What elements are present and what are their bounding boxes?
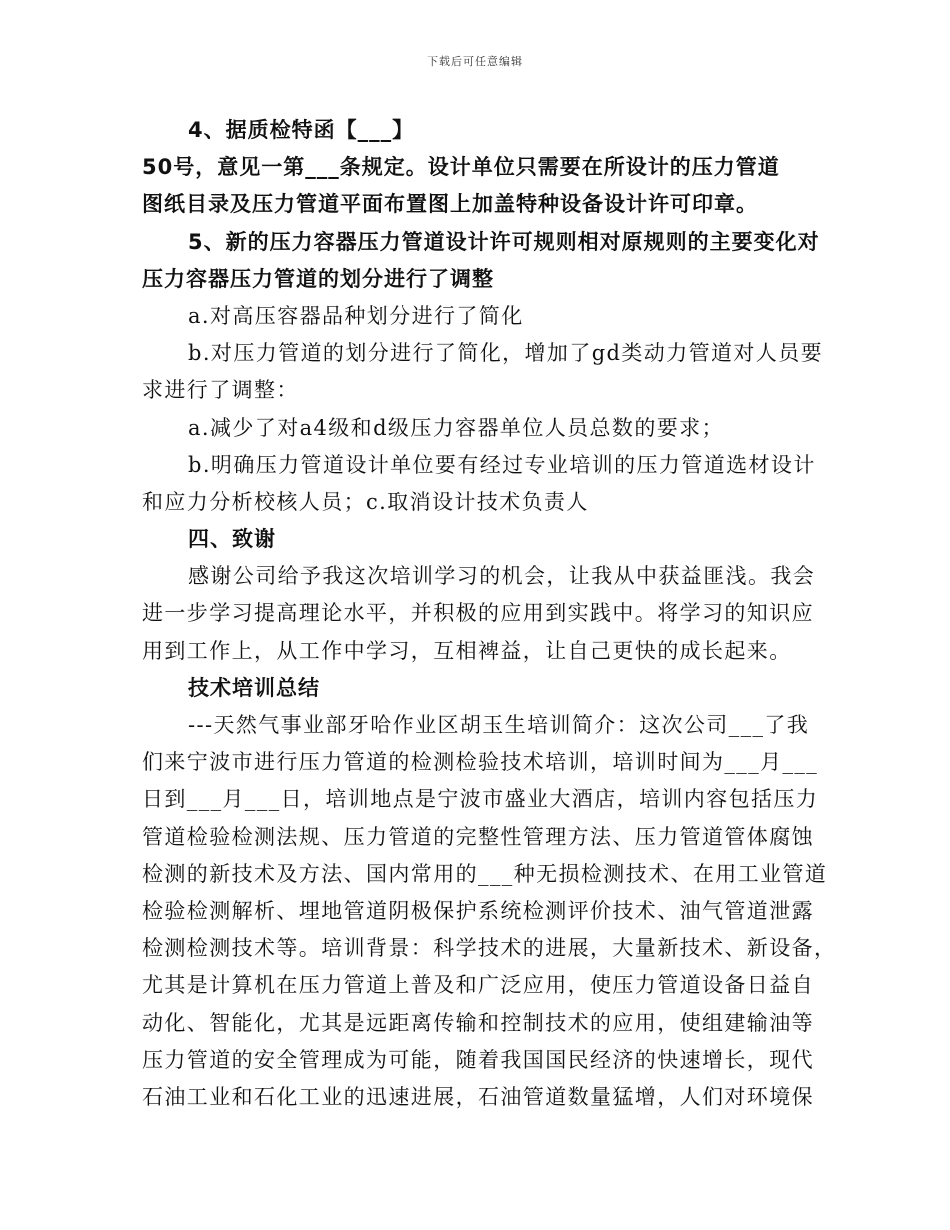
- summary-paragraph-line-4: 管道检验检测法规、压力管道的完整性管理方法、压力管道管体腐蚀: [142, 824, 814, 849]
- personnel-a-line: a.减少了对a4级和d级压力容器单位人员总数的要求；: [188, 415, 724, 440]
- summary-paragraph-line-2: 们来宁波市进行压力管道的检测检验技术培训，培训时间为___月___: [142, 750, 819, 775]
- personnel-b-line-2: 和应力分析校核人员；c.取消设计技术负责人: [142, 489, 589, 514]
- change-b-line-2: 求进行了调整：: [142, 378, 299, 403]
- summary-paragraph-line-8: 尤其是计算机在压力管道上普及和广泛应用，使压力管道设备日益自: [142, 973, 814, 998]
- item-5-heading-line-1: 5、新的压力容器压力管道设计许可规则相对原规则的主要变化对: [188, 229, 820, 254]
- summary-paragraph-line-9: 动化、智能化，尤其是远距离传输和控制技术的应用，使组建输油等: [142, 1010, 814, 1035]
- item-4-text-line-1: 50号，意见一第___条规定。设计单位只需要在所设计的压力管道: [142, 155, 780, 180]
- summary-paragraph-line-10: 压力管道的安全管理成为可能，随着我国国民经济的快速增长，现代: [142, 1047, 814, 1072]
- summary-paragraph-line-3: 日到___月___日，培训地点是宁波市盛业大酒店，培训内容包括压力: [142, 787, 819, 812]
- change-a-line: a.对高压容器品种划分进行了简化: [188, 303, 524, 328]
- item-4-text-line-2: 图纸目录及压力管道平面布置图上加盖特种设备设计许可印章。: [142, 192, 758, 217]
- summary-title: 技术培训总结: [188, 675, 320, 700]
- change-b-line-1: b.对压力管道的划分进行了简化，增加了gd类动力管道对人员要: [188, 341, 824, 366]
- thanks-paragraph-line-2: 进一步学习提高理论水平，并积极的应用到实践中。将学习的知识应: [142, 601, 814, 626]
- item-5-heading-line-2: 压力容器压力管道的划分进行了调整: [142, 266, 494, 291]
- summary-paragraph-line-1: ---天然气事业部牙哈作业区胡玉生培训简介：这次公司___了我: [188, 713, 810, 737]
- thanks-paragraph-line-1: 感谢公司给予我这次培训学习的机会，让我从中获益匪浅。我会: [188, 564, 816, 589]
- section-4-heading: 四、致谢: [188, 527, 276, 552]
- page-header: 下载后可任意编辑: [427, 55, 523, 68]
- summary-paragraph-line-5: 检测的新技术及方法、国内常用的___种无损检测技术、在用工业管道: [142, 861, 828, 886]
- summary-paragraph-line-7: 检测检测技术等。培训背景：科学技术的进展，大量新技术、新设备，: [142, 936, 837, 961]
- summary-paragraph-line-11: 石油工业和石化工业的迅速进展，石油管道数量猛增，人们对环境保: [142, 1084, 814, 1109]
- document-body: [142, 112, 837, 1116]
- summary-paragraph-line-6: 检验检测解析、埋地管道阴极保护系统检测评价技术、油气管道泄露: [142, 898, 814, 923]
- item-4-heading: 4、据质检特函【___】: [188, 118, 415, 142]
- thanks-paragraph-line-3: 用到工作上，从工作中学习，互相裨益，让自己更快的成长起来。: [142, 638, 792, 663]
- personnel-b-line-1: b.明确压力管道设计单位要有经过专业培训的压力管道选材设计: [188, 452, 816, 477]
